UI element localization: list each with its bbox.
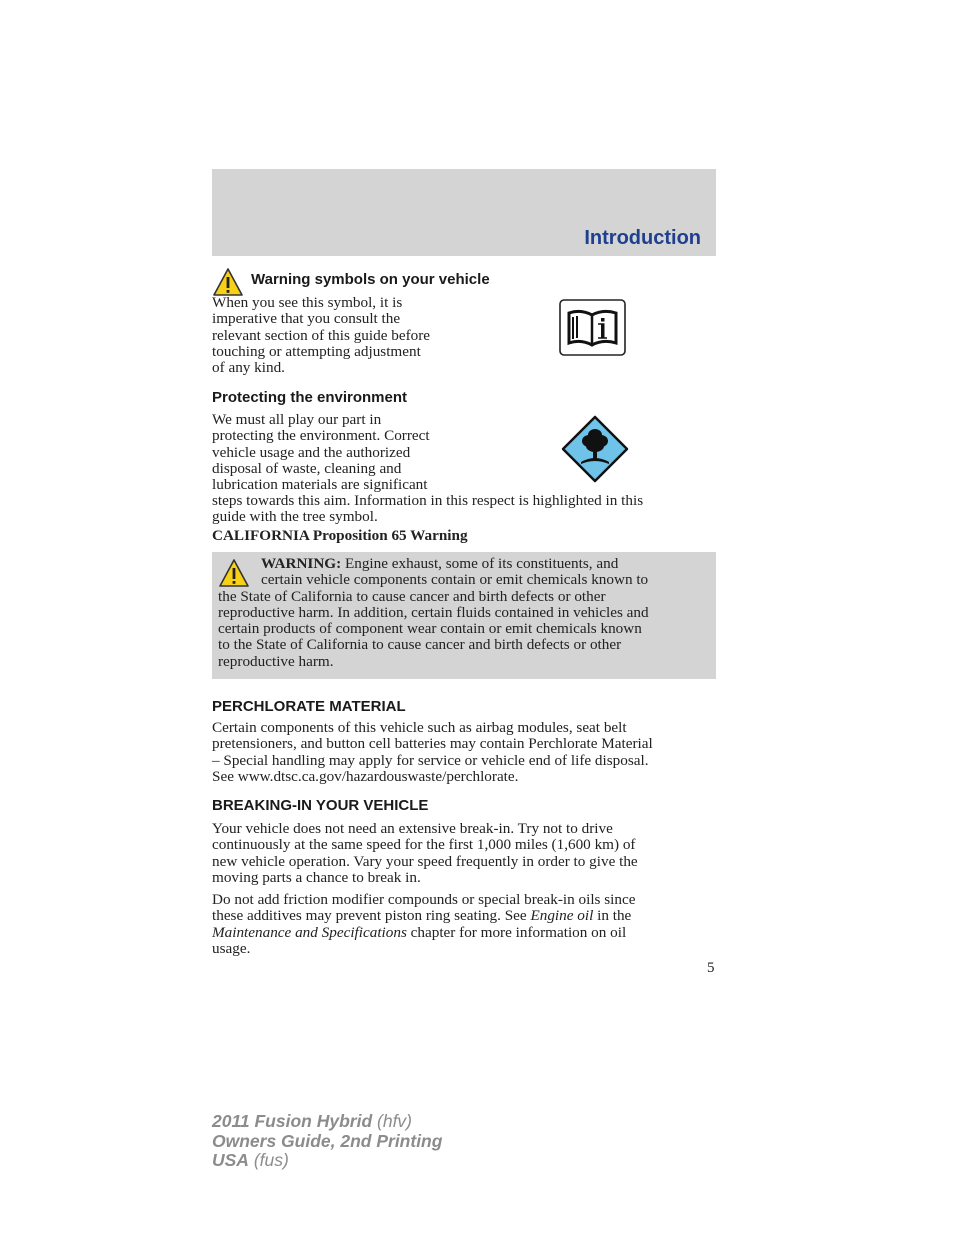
text-line: reproductive harm. — [218, 652, 334, 670]
text-line: moving parts a chance to break in. — [212, 868, 421, 886]
page-number: 5 — [707, 960, 715, 976]
text-segment: chapter for more information on oil — [406, 923, 627, 941]
environment-heading: Protecting the environment — [212, 389, 408, 406]
text-line: Certain components of this vehicle such as airbag modules, seat belt — [212, 719, 627, 736]
text-line: Do not add friction modifier compounds or special break-in oils since — [212, 891, 636, 908]
text-line — [218, 556, 712, 572]
perchlorate-paragraph — [212, 720, 716, 785]
warning-symbols-heading: Warning symbols on your vehicle — [251, 271, 490, 288]
warning-text: Engine exhaust, some of its constituents, and — [344, 555, 619, 572]
text-line: certain vehicle components contain or emit chemicals known to — [261, 571, 649, 589]
perchlorate-heading: PERCHLORATE MATERIAL — [212, 698, 406, 715]
text-line: steps towards this aim. Information in this respect is highlighted in this — [212, 492, 644, 509]
footer-market-code: (fus) — [248, 1150, 289, 1170]
breaking-in-heading: BREAKING-IN YOUR VEHICLE — [212, 797, 429, 814]
text-line: touching or attempting adjustment — [212, 342, 421, 360]
footer-model-code: (hfv) — [372, 1111, 413, 1131]
text-line: reproductive harm. In addition, certain fluids contained in vehicles and — [218, 603, 649, 621]
footer-market: USA — [212, 1150, 249, 1170]
section-title: Introduction — [584, 227, 701, 249]
warning-label: WARNING: — [261, 555, 342, 572]
text-line: of any kind. — [212, 359, 285, 377]
tree-icon — [561, 415, 629, 488]
california-heading-text: CALIFORNIA Proposition 65 Warning — [212, 527, 468, 544]
text-line: protecting the environment. Correct — [212, 427, 430, 445]
text-line: to the State of California to cause cancer and birth defects or other — [218, 636, 622, 654]
footer — [212, 1112, 442, 1171]
environment-paragraph-narrow — [212, 412, 512, 493]
breaking-in-paragraph-1 — [212, 821, 716, 886]
footer-line-2 — [212, 1132, 442, 1152]
breaking-in-paragraph-2 — [212, 892, 716, 957]
engine-oil-reference: Engine oil — [530, 907, 594, 925]
text-line: the State of California to cause cancer and birth defects or other — [218, 587, 606, 605]
environment-paragraph-wide — [212, 493, 716, 526]
text-line: When you see this symbol, it is — [212, 294, 403, 311]
footer-line-1 — [212, 1112, 442, 1132]
text-line: continuously at the same speed for the first 1,000 miles (1,600 km) of — [212, 836, 636, 854]
text-line: We must all play our part in — [212, 411, 382, 428]
text-line: lubrication materials are significant — [212, 476, 428, 494]
text-line: – Special handling may apply for service or vehicle end of life disposal. — [212, 751, 649, 769]
book-info-icon — [559, 299, 626, 361]
text-line: new vehicle operation. Vary your speed frequently in order to give the — [212, 852, 638, 870]
header-band — [212, 169, 716, 256]
text-line: Your vehicle does not need an extensive break-in. Try not to drive — [212, 820, 613, 837]
warning-symbols-paragraph — [212, 295, 512, 376]
text-line: relevant section of this guide before — [212, 326, 431, 344]
footer-line-3 — [212, 1151, 442, 1171]
california-warning-text — [218, 556, 712, 670]
text-line: See www.dtsc.ca.gov/hazardouswaste/perchlorate. — [212, 767, 519, 785]
text-line: pretensioners, and button cell batteries may contain Perchlorate Material — [212, 735, 653, 753]
text-line: vehicle usage and the authorized — [212, 443, 411, 461]
maintenance-chapter-reference: Maintenance and Specifications — [212, 923, 407, 941]
footer-guide: Owners Guide, 2nd Printing — [212, 1130, 443, 1151]
california-heading — [212, 528, 468, 544]
text-line: disposal of waste, cleaning and — [212, 459, 402, 477]
text-line: guide with the tree symbol. — [212, 508, 378, 526]
footer-model: 2011 Fusion Hybrid — [212, 1111, 373, 1131]
text-segment: these additives may prevent piston ring seating. See — [212, 907, 531, 925]
text-line: imperative that you consult the — [212, 310, 401, 328]
text-segment: in the — [593, 907, 632, 925]
text-line: usage. — [212, 939, 251, 957]
text-line — [212, 925, 716, 941]
text-line — [212, 908, 716, 924]
california-warning-box — [212, 552, 716, 679]
text-line: certain products of component wear contain or emit chemicals known — [218, 620, 642, 638]
